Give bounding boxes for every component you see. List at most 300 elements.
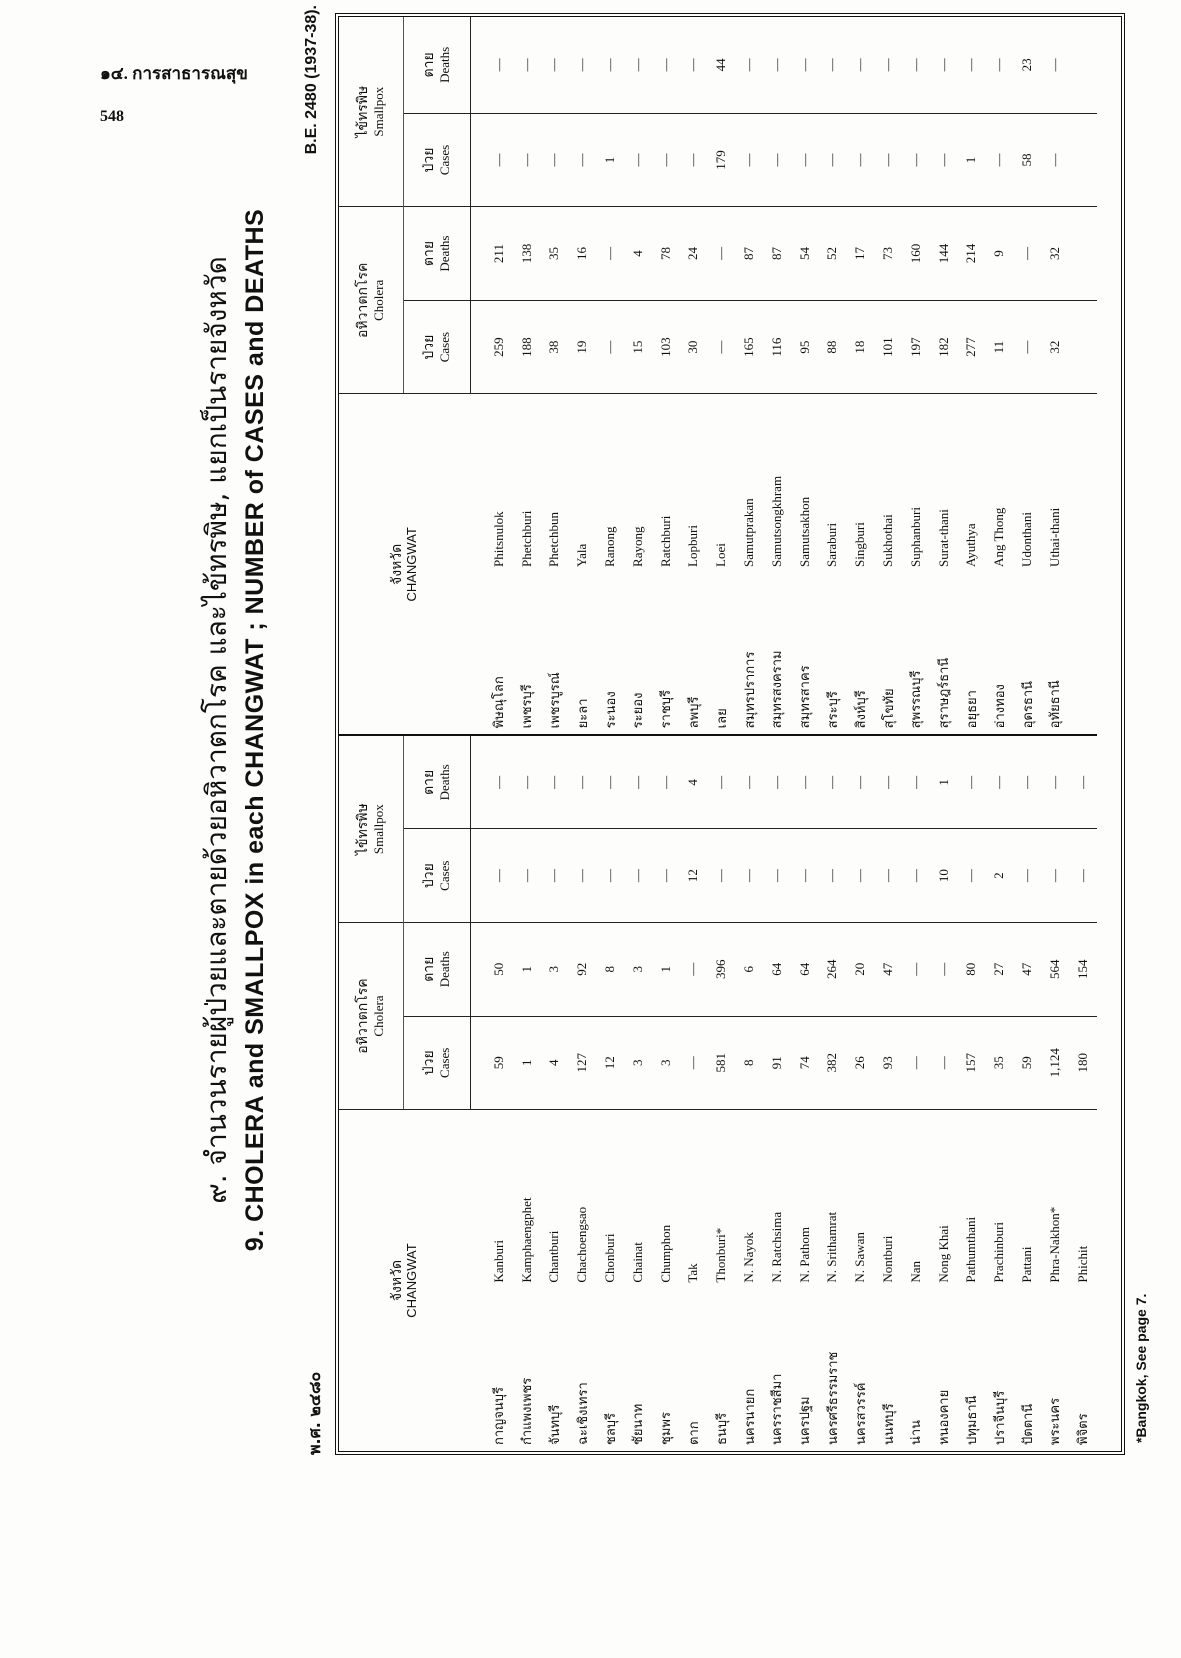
right-cholera-deaths-cell: 4: [624, 207, 652, 301]
header-cases-thai: ป่วย: [421, 334, 438, 360]
header-deaths-thai: ตาย: [421, 956, 438, 982]
right-smallpox-cases-cell: —: [541, 113, 569, 207]
right-smallpox-cases-cell: 1: [596, 113, 624, 207]
header-changwat-thai: จังหวัด: [389, 1259, 406, 1302]
left-changwat-thai-cell: นครศรีธรรมราช: [825, 1351, 841, 1445]
table-row: [791, 17, 819, 1451]
table-row: [1041, 17, 1069, 1451]
page-number: [100, 108, 124, 126]
left-smallpox-cases-cell: —: [1013, 829, 1041, 923]
right-cholera-deaths-cell: 73: [874, 207, 902, 301]
left-cholera-deaths-cell: 20: [846, 922, 874, 1016]
left-cholera-deaths-cell: 3: [541, 922, 569, 1016]
right-cholera-cases-cell: —: [596, 300, 624, 394]
header-deaths-english: Deaths: [436, 764, 452, 801]
right-cholera-cases-cell: 18: [846, 300, 874, 394]
left-cholera-deaths-cell: 154: [1069, 922, 1097, 1016]
right-smallpox-cases-cell: —: [819, 113, 847, 207]
right-cholera-cases-cell: 197: [902, 300, 930, 394]
right-cholera-deaths-cell: 138: [513, 207, 541, 301]
left-smallpox-deaths-cell: —: [874, 735, 902, 829]
left-changwat-english-cell: Nontburi: [874, 1110, 902, 1287]
right-cholera-cases-cell: 259: [471, 300, 513, 394]
right-smallpox-deaths-cell: —: [880, 58, 896, 72]
left-changwat-english-cell: Thonburi*: [707, 1110, 735, 1287]
right-changwat-english-cell: Suphanburi: [902, 394, 930, 571]
table-row: [471, 17, 513, 1451]
table-row: [902, 17, 930, 1451]
header-cases-thai: ป่วย: [421, 147, 438, 173]
header-cases: [404, 113, 471, 207]
header-smallpox-english: Smallpox: [370, 804, 386, 855]
header-deaths-english: Deaths: [436, 951, 452, 988]
table-row: [513, 17, 541, 1451]
left-cholera-deaths-cell: 50: [471, 922, 513, 1016]
left-smallpox-cases-cell: —: [541, 829, 569, 923]
left-changwat-english-cell: N. Nayok: [735, 1110, 763, 1287]
right-smallpox-deaths-cell: —: [907, 58, 923, 72]
title-block: [175, 5, 335, 1455]
left-smallpox-cases-cell: —: [624, 829, 652, 923]
right-changwat-thai-cell: พิษณุโลก: [492, 676, 508, 729]
left-cholera-cases-cell: 382: [819, 1016, 847, 1110]
right-changwat-english-cell: Samutsongkhram: [763, 394, 791, 571]
left-cholera-deaths-cell: —: [680, 922, 708, 1016]
left-smallpox-cases-cell: —: [1069, 829, 1097, 923]
right-smallpox-cases-cell: —: [1041, 113, 1069, 207]
right-cholera-deaths-cell: 24: [680, 207, 708, 301]
table-row: [596, 17, 624, 1451]
left-smallpox-deaths-cell: —: [791, 735, 819, 829]
left-cholera-cases-cell: 180: [1069, 1016, 1097, 1110]
table-row: [874, 17, 902, 1451]
right-smallpox-cases-cell: —: [735, 113, 763, 207]
left-changwat-english-cell: Pathumthani: [958, 1110, 986, 1287]
header-deaths-thai: ตาย: [421, 769, 438, 795]
left-changwat-thai-cell: กาญจนบุรี: [492, 1387, 508, 1445]
right-smallpox-deaths-cell: —: [741, 58, 757, 72]
right-changwat-thai-cell: ลพบุรี: [686, 696, 702, 729]
left-changwat-english-cell: Nong Khai: [930, 1110, 958, 1287]
left-cholera-deaths-cell: 3: [624, 922, 652, 1016]
left-changwat-thai-cell: น่าน: [909, 1419, 925, 1445]
right-cholera-deaths-cell: 9: [985, 207, 1013, 301]
right-changwat-thai-cell: [1069, 571, 1097, 735]
header-changwat-thai: จังหวัด: [389, 543, 406, 585]
left-changwat-thai-cell: ชุมพร: [659, 1412, 675, 1445]
header-cholera-thai: อหิวาตกโรค: [355, 978, 372, 1054]
left-changwat-english-cell: Kanburi: [471, 1110, 513, 1287]
left-smallpox-deaths-cell: —: [471, 735, 513, 829]
right-cholera-cases-cell: 182: [930, 300, 958, 394]
left-cholera-cases-cell: 8: [735, 1016, 763, 1110]
header-cases-thai: ป่วย: [421, 863, 438, 889]
header-cases: [404, 300, 471, 394]
right-changwat-thai-cell: เลย: [714, 708, 730, 729]
left-changwat-thai-cell: จันทบุรี: [547, 1404, 563, 1445]
right-changwat-english-cell: Samutsakhon: [791, 394, 819, 571]
header-smallpox-right: [339, 17, 404, 207]
left-smallpox-cases-cell: —: [846, 829, 874, 923]
left-smallpox-deaths-cell: —: [541, 735, 569, 829]
left-changwat-english-cell: Chainat: [624, 1110, 652, 1287]
header-deaths: [404, 207, 471, 301]
right-cholera-deaths-cell: 17: [846, 207, 874, 301]
right-changwat-thai-cell: ยะลา: [575, 698, 591, 729]
right-smallpox-cases-cell: —: [846, 113, 874, 207]
left-changwat-thai-cell: กำแพงเพชร: [520, 1377, 536, 1445]
header-deaths-thai: ตาย: [421, 52, 438, 78]
right-changwat-english-cell: Sukhothai: [874, 394, 902, 571]
right-changwat-thai-cell: สระบุรี: [825, 691, 841, 729]
table-row: [1013, 17, 1041, 1451]
left-changwat-thai-cell: นนทบุรี: [881, 1403, 897, 1445]
header-cholera-thai: อหิวาตกโรค: [355, 262, 372, 338]
right-smallpox-deaths-cell: —: [1046, 58, 1062, 72]
header-deaths-english: Deaths: [436, 235, 452, 272]
left-smallpox-deaths-cell: —: [819, 735, 847, 829]
right-smallpox-cases-cell: —: [902, 113, 930, 207]
table-row: [735, 17, 763, 1451]
right-smallpox-cases-cell: 1: [958, 113, 986, 207]
right-changwat-english-cell: Saraburi: [819, 394, 847, 571]
left-cholera-deaths-cell: 1: [513, 922, 541, 1016]
right-smallpox-deaths-cell: —: [824, 58, 840, 72]
left-changwat-thai-cell: นครสวรรค์: [853, 1382, 869, 1445]
right-cholera-cases-cell: 101: [874, 300, 902, 394]
title-thai: ๙. จำนวนรายผู้ป่วยและตายด้วยอหิวาตกโรค และไข้ทรพิษ, แยกเป็นรายจังหวัด: [200, 256, 233, 1204]
header-cholera-left: [339, 922, 404, 1109]
left-changwat-english-cell: Prachinburi: [985, 1110, 1013, 1287]
right-changwat-thai-cell: สุพรรณบุรี: [909, 670, 925, 729]
left-cholera-cases-cell: 1: [513, 1016, 541, 1110]
right-smallpox-deaths-cell: —: [963, 58, 979, 72]
left-smallpox-deaths-cell: —: [902, 735, 930, 829]
left-smallpox-cases-cell: —: [1041, 829, 1069, 923]
table-row: [958, 17, 986, 1451]
left-changwat-english-cell: Pattani: [1013, 1110, 1041, 1287]
right-smallpox-deaths-cell: 23: [1019, 58, 1035, 72]
left-cholera-cases-cell: 12: [596, 1016, 624, 1110]
left-cholera-cases-cell: 581: [707, 1016, 735, 1110]
right-cholera-cases-cell: 95: [791, 300, 819, 394]
table-row: [707, 17, 735, 1451]
table-row: [1069, 17, 1097, 1451]
header-cases: [404, 829, 471, 923]
left-changwat-english-cell: Phichit: [1069, 1110, 1097, 1287]
right-smallpox-deaths-cell: —: [518, 58, 534, 72]
right-smallpox-cases-cell: —: [652, 113, 680, 207]
right-cholera-cases-cell: 165: [735, 300, 763, 394]
left-changwat-english-cell: Nan: [902, 1110, 930, 1287]
right-changwat-english-cell: Phetchbun: [541, 394, 569, 571]
left-smallpox-deaths-cell: —: [707, 735, 735, 829]
right-cholera-cases-cell: 103: [652, 300, 680, 394]
left-cholera-cases-cell: 3: [624, 1016, 652, 1110]
right-changwat-thai-cell: สมุทรสาคร: [798, 665, 814, 729]
right-smallpox-cases-cell: —: [568, 113, 596, 207]
left-cholera-deaths-cell: 80: [958, 922, 986, 1016]
section-label-text: ๑๔. การสาธารณสุข: [100, 64, 248, 83]
right-smallpox-deaths-cell: —: [657, 58, 673, 72]
right-smallpox-deaths-cell: —: [574, 58, 590, 72]
header-deaths: [404, 17, 471, 113]
right-smallpox-cases-cell: —: [471, 113, 513, 207]
left-changwat-thai-cell: ชัยนาท: [631, 1403, 647, 1445]
left-cholera-cases-cell: 93: [874, 1016, 902, 1110]
left-cholera-deaths-cell: 1: [652, 922, 680, 1016]
right-smallpox-cases-cell: —: [930, 113, 958, 207]
left-changwat-thai-cell: นครราชสีมา: [770, 1373, 786, 1445]
header-smallpox-left: [339, 735, 404, 922]
right-smallpox-deaths-cell: —: [546, 58, 562, 72]
left-smallpox-deaths-cell: —: [846, 735, 874, 829]
right-smallpox-deaths-cell: —: [768, 58, 784, 72]
left-changwat-english-cell: Chachoengsao: [568, 1110, 596, 1287]
header-cholera-english: Cholera: [370, 279, 386, 321]
right-smallpox-deaths-cell: —: [490, 58, 506, 72]
right-smallpox-deaths-cell: —: [935, 58, 951, 72]
left-cholera-deaths-cell: 6: [735, 922, 763, 1016]
left-changwat-thai-cell: ปัตตานี: [1020, 1403, 1036, 1445]
left-smallpox-deaths-cell: —: [1041, 735, 1069, 829]
left-changwat-thai-cell: พระนคร: [1048, 1397, 1064, 1445]
left-cholera-deaths-cell: 47: [1013, 922, 1041, 1016]
right-changwat-thai-cell: ราชบุรี: [659, 689, 675, 729]
right-changwat-english-cell: [1069, 394, 1097, 571]
header-cases-english: Cases: [436, 1047, 452, 1078]
table-row: [541, 17, 569, 1451]
right-changwat-english-cell: Ayuthya: [958, 394, 986, 571]
right-cholera-deaths-cell: 54: [791, 207, 819, 301]
right-changwat-english-cell: Yala: [568, 394, 596, 571]
left-changwat-english-cell: N. Sawan: [846, 1110, 874, 1287]
left-cholera-deaths-cell: 264: [819, 922, 847, 1016]
title-english: 9. CHOLERA and SMALLPOX in each CHANGWAT ; NUMBER of CASES and DEATHS: [241, 208, 269, 1252]
left-cholera-cases-cell: 3: [652, 1016, 680, 1110]
table-row: [846, 17, 874, 1451]
left-changwat-thai-cell: นครปฐม: [798, 1396, 814, 1445]
right-changwat-english-cell: Ranong: [596, 394, 624, 571]
left-changwat-thai-cell: หนองคาย: [937, 1389, 953, 1445]
left-smallpox-cases-cell: —: [735, 829, 763, 923]
left-smallpox-cases-cell: —: [819, 829, 847, 923]
right-smallpox-cases-cell: [1069, 113, 1097, 207]
table-row: [819, 17, 847, 1451]
right-smallpox-deaths-cell: 44: [713, 58, 729, 72]
left-smallpox-deaths-cell: —: [1013, 735, 1041, 829]
right-cholera-deaths-cell: 16: [568, 207, 596, 301]
left-cholera-cases-cell: 59: [1013, 1016, 1041, 1110]
left-changwat-thai-cell: ตาก: [686, 1421, 702, 1445]
table-row: [568, 17, 596, 1451]
right-smallpox-deaths-cell: —: [852, 58, 868, 72]
left-smallpox-cases-cell: 12: [680, 829, 708, 923]
right-changwat-thai-cell: อุทัยธานี: [1048, 680, 1064, 729]
left-smallpox-deaths-cell: —: [652, 735, 680, 829]
right-changwat-english-cell: Uthai-thani: [1041, 394, 1069, 571]
header-smallpox-thai: ไข้ทรพิษ: [355, 85, 372, 138]
right-smallpox-cases-cell: —: [763, 113, 791, 207]
year-thai: พ.ศ. ๒๔๘๐: [305, 1371, 324, 1455]
right-changwat-thai-cell: สุราษฎร์ธานี: [937, 657, 953, 729]
right-cholera-deaths-cell: 211: [471, 207, 513, 301]
right-changwat-thai-cell: ระนอง: [603, 691, 619, 729]
page-number-text: 548: [100, 108, 124, 125]
right-cholera-deaths-cell: —: [707, 207, 735, 301]
left-changwat-english-cell: Chantburi: [541, 1110, 569, 1287]
left-smallpox-deaths-cell: —: [568, 735, 596, 829]
header-cholera-english: Cholera: [370, 995, 386, 1037]
left-cholera-cases-cell: —: [930, 1016, 958, 1110]
left-smallpox-deaths-cell: —: [958, 735, 986, 829]
right-cholera-deaths-cell: 214: [958, 207, 986, 301]
table-row: [763, 17, 791, 1451]
table-row: [930, 17, 958, 1451]
left-smallpox-cases-cell: —: [652, 829, 680, 923]
header-changwat-english: CHANGWAT: [404, 527, 420, 602]
right-cholera-cases-cell: 30: [680, 300, 708, 394]
header-deaths: [404, 922, 471, 1016]
right-cholera-deaths-cell: 87: [735, 207, 763, 301]
header-cases-thai: ป่วย: [421, 1050, 438, 1076]
left-cholera-deaths-cell: 64: [791, 922, 819, 1016]
left-changwat-thai-cell: ธนบุรี: [714, 1412, 730, 1445]
right-changwat-english-cell: Lopburi: [680, 394, 708, 571]
right-changwat-thai-cell: ระยอง: [631, 692, 647, 729]
header-deaths-thai: ตาย: [421, 240, 438, 267]
right-cholera-deaths-cell: 52: [819, 207, 847, 301]
left-cholera-cases-cell: 1,124: [1041, 1016, 1069, 1110]
right-cholera-cases-cell: 15: [624, 300, 652, 394]
rotated-page-content: [175, 5, 1149, 1455]
header-changwat-right: [339, 394, 471, 735]
right-smallpox-cases-cell: —: [791, 113, 819, 207]
header-cases: [404, 1016, 471, 1110]
header-cases-english: Cases: [436, 331, 452, 363]
left-smallpox-cases-cell: 10: [930, 829, 958, 923]
left-changwat-english-cell: Phra-Nakhon*: [1041, 1110, 1069, 1287]
right-cholera-cases-cell: 116: [763, 300, 791, 394]
right-changwat-thai-cell: อยุธยา: [964, 690, 980, 729]
left-cholera-cases-cell: 127: [568, 1016, 596, 1110]
left-changwat-thai-cell: ปทุมธานี: [964, 1395, 980, 1445]
header-changwat-left: [339, 1110, 471, 1451]
left-smallpox-deaths-cell: —: [1069, 735, 1097, 829]
right-smallpox-deaths-cell: [1069, 17, 1097, 113]
left-changwat-english-cell: N. Ratchsima: [763, 1110, 791, 1287]
right-smallpox-cases-cell: —: [985, 113, 1013, 207]
right-changwat-english-cell: Samutprakan: [735, 394, 763, 571]
left-changwat-thai-cell: ปราจีนบุรี: [992, 1390, 1008, 1445]
left-smallpox-deaths-cell: —: [513, 735, 541, 829]
left-cholera-cases-cell: 35: [985, 1016, 1013, 1110]
left-smallpox-deaths-cell: —: [985, 735, 1013, 829]
header-deaths: [404, 735, 471, 829]
left-changwat-english-cell: Chumphon: [652, 1110, 680, 1287]
right-cholera-deaths-cell: 87: [763, 207, 791, 301]
left-smallpox-deaths-cell: —: [763, 735, 791, 829]
footnote: *Bangkok, See page 7.: [1133, 1293, 1149, 1443]
left-smallpox-deaths-cell: —: [624, 735, 652, 829]
right-smallpox-deaths-cell: —: [991, 58, 1007, 72]
right-smallpox-cases-cell: 179: [707, 113, 735, 207]
left-changwat-english-cell: Kamphaengphet: [513, 1110, 541, 1287]
left-cholera-deaths-cell: 92: [568, 922, 596, 1016]
table-row: [624, 17, 652, 1451]
left-cholera-deaths-cell: —: [930, 922, 958, 1016]
right-cholera-cases-cell: 19: [568, 300, 596, 394]
table-row: [652, 17, 680, 1451]
right-smallpox-deaths-cell: —: [796, 58, 812, 72]
right-changwat-english-cell: Rayong: [624, 394, 652, 571]
header-changwat-english: CHANGWAT: [404, 1243, 420, 1318]
table-body: [471, 17, 1097, 1451]
right-cholera-deaths-cell: [1069, 207, 1097, 301]
left-smallpox-cases-cell: —: [763, 829, 791, 923]
right-changwat-thai-cell: เพชรบูรณ์: [547, 672, 563, 729]
right-changwat-thai-cell: อุดรธานี: [1020, 680, 1036, 729]
header-cholera-right: [339, 207, 404, 394]
header-cases-english: Cases: [436, 860, 452, 891]
right-smallpox-cases-cell: —: [513, 113, 541, 207]
left-cholera-deaths-cell: 396: [707, 922, 735, 1016]
left-changwat-english-cell: N. Srithamrat: [819, 1110, 847, 1287]
right-changwat-thai-cell: สุโขทัย: [881, 688, 897, 729]
left-cholera-cases-cell: 26: [846, 1016, 874, 1110]
left-cholera-cases-cell: 59: [471, 1016, 513, 1110]
right-changwat-english-cell: Loei: [707, 394, 735, 571]
left-smallpox-deaths-cell: 1: [930, 735, 958, 829]
data-table-frame: [335, 13, 1125, 1455]
right-changwat-thai-cell: อ่างทอง: [992, 684, 1008, 729]
left-cholera-cases-cell: —: [902, 1016, 930, 1110]
right-changwat-english-cell: Singburi: [846, 394, 874, 571]
right-changwat-thai-cell: สมุทรสงคราม: [770, 650, 786, 729]
header-cases-english: Cases: [436, 144, 452, 176]
left-smallpox-cases-cell: —: [513, 829, 541, 923]
right-cholera-deaths-cell: 35: [541, 207, 569, 301]
right-changwat-thai-cell: เพชรบุรี: [520, 684, 536, 729]
right-cholera-deaths-cell: —: [596, 207, 624, 301]
right-smallpox-deaths-cell: —: [685, 58, 701, 72]
left-smallpox-cases-cell: —: [471, 829, 513, 923]
right-smallpox-cases-cell: —: [874, 113, 902, 207]
right-changwat-thai-cell: สิงห์บุรี: [853, 690, 869, 729]
data-table: [339, 17, 1097, 1451]
right-cholera-deaths-cell: 32: [1041, 207, 1069, 301]
table-row: [985, 17, 1013, 1451]
left-smallpox-cases-cell: —: [707, 829, 735, 923]
left-changwat-english-cell: Tak: [680, 1110, 708, 1287]
year-english: B.E. 2480 (1937-38).: [303, 5, 320, 155]
left-cholera-deaths-cell: 564: [1041, 922, 1069, 1016]
right-cholera-deaths-cell: 78: [652, 207, 680, 301]
right-smallpox-cases-cell: —: [624, 113, 652, 207]
left-cholera-deaths-cell: 27: [985, 922, 1013, 1016]
right-changwat-english-cell: Phetchburi: [513, 394, 541, 571]
left-cholera-deaths-cell: 47: [874, 922, 902, 1016]
right-smallpox-deaths-cell: —: [602, 58, 618, 72]
right-cholera-cases-cell: —: [707, 300, 735, 394]
right-smallpox-cases-cell: 58: [1013, 113, 1041, 207]
left-smallpox-deaths-cell: —: [735, 735, 763, 829]
right-changwat-english-cell: Ratchburi: [652, 394, 680, 571]
left-changwat-english-cell: Chonburi: [596, 1110, 624, 1287]
header-deaths-english: Deaths: [436, 46, 452, 83]
right-cholera-cases-cell: 32: [1041, 300, 1069, 394]
right-cholera-cases-cell: 11: [985, 300, 1013, 394]
